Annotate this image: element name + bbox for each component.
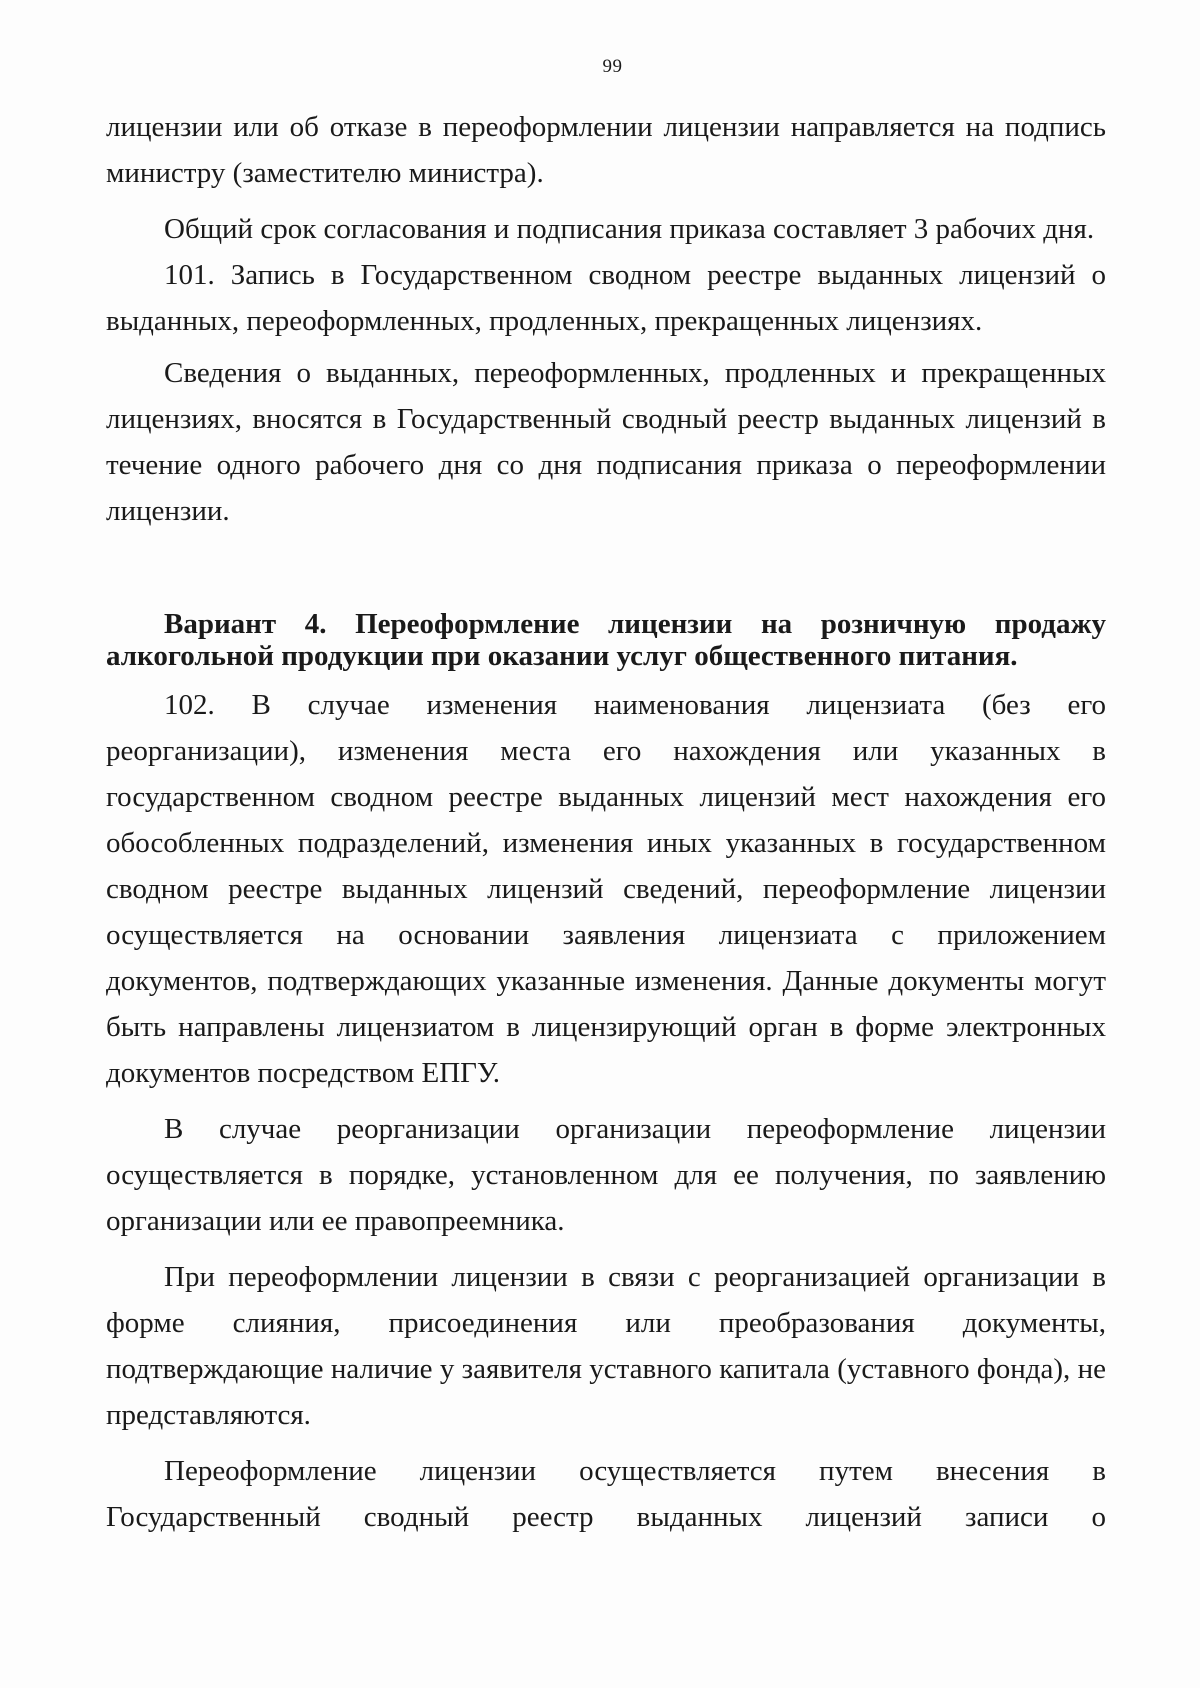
paragraph-reissue-entry: Переоформление лицензии осуществляется путем внесения в Государственный сводный реестр выданных лицензий записи о [106,1455,1106,1533]
paragraph-101: 101. Запись в Государственном сводном реестре выданных лицензий о выданных, переоформленных, продленных, прекращенных лицензиях. [106,259,1106,337]
paragraph-reorganization: В случае реорганизации организации переоформление лицензии осуществляется в порядке, установленном для ее получения, по заявлению организации или ее правопреемника. [106,1113,1106,1237]
paragraph-approval-term: Общий срок согласования и подписания приказа составляет 3 рабочих дня. [164,213,1095,245]
paragraph-registry-info: Сведения о выданных, переоформленных, продленных и прекращенных лицензиях, вносятся в Государственный сводный реестр выданных лицензий в течение одного рабочего дня со дня подписания приказа о переоформлении лицензии. [106,357,1106,527]
section-heading-variant-4: Вариант 4. Переоформление лицензии на розничную продажу алкогольной продукции при оказании услуг общественного питания. [106,608,1106,672]
document-body [106,104,1106,1540]
page-number: 99 [602,56,623,77]
paragraph-102: 102. В случае изменения наименования лицензиата (без его реорганизации), изменения места его нахождения или указанных в государственном сводном реестре выданных лицензий мест нахождения его обособленных подразделений, изменения иных указанных в государственном сводном реестре выданных лицензий сведений, переоформление лицензии осуществляется на основании заявления лицензиата с приложением документов, подтверждающих указанные изменения. Данные документы могут быть направлены лицензиатом в лицензирующий орган в форме электронных документов посредством ЕПГУ. [106,689,1106,1089]
paragraph-continued: лицензии или об отказе в переоформлении лицензии направляется на подпись министру (заместителю министра). [106,111,1106,189]
paragraph-merger: При переоформлении лицензии в связи с реорганизацией организации в форме слияния, присоединения или преобразования документы, подтверждающие наличие у заявителя уставного капитала (уставного фонда), не представляются. [106,1261,1106,1431]
